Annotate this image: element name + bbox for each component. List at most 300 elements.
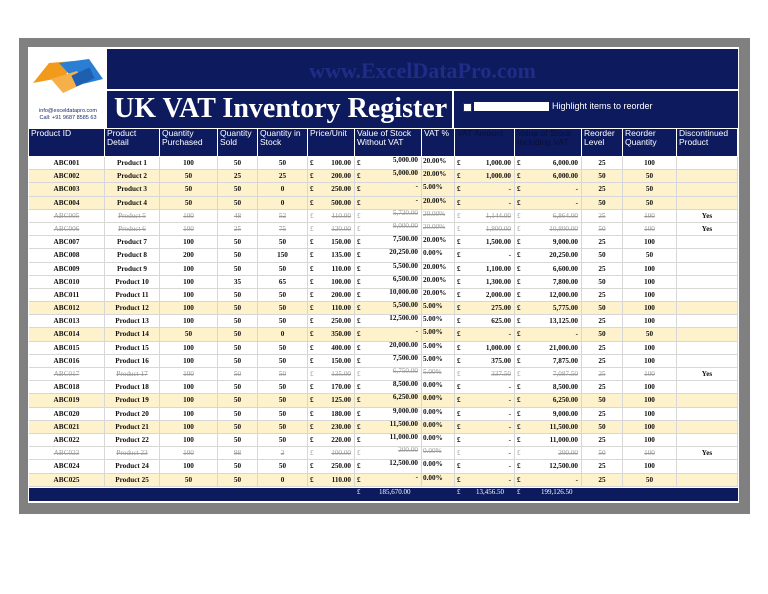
cell-discontinued[interactable] [677, 263, 738, 276]
cell-value-including-vat[interactable] [515, 408, 582, 421]
cell-quantity-in-stock[interactable]: 50 [258, 421, 308, 434]
cell-quantity-in-stock[interactable]: 50 [258, 289, 308, 302]
table-row[interactable] [29, 210, 738, 223]
cell-quantity-sold[interactable]: 35 [218, 276, 258, 289]
cell-reorder-level[interactable]: 25 [582, 408, 623, 421]
cell-quantity-in-stock[interactable]: 50 [258, 315, 308, 328]
cell-reorder-level[interactable]: 25 [582, 434, 623, 447]
cell-price-unit[interactable] [308, 368, 355, 381]
cell-vat-percent[interactable]: 20.00% [422, 197, 455, 210]
cell-reorder-quantity[interactable]: 100 [623, 263, 677, 276]
cell-value-including-vat[interactable] [515, 447, 582, 460]
cell-reorder-level[interactable]: 50 [582, 249, 623, 262]
cell-quantity-sold[interactable]: 50 [218, 434, 258, 447]
cell-quantity-sold[interactable]: 50 [218, 157, 258, 170]
table-row[interactable] [29, 157, 738, 170]
cell-quantity-sold[interactable]: 48 [218, 210, 258, 223]
cell-product-detail[interactable]: Product 11 [105, 289, 160, 302]
cell-product-detail[interactable]: Product 25 [105, 474, 160, 487]
cell-quantity-sold[interactable]: 50 [218, 236, 258, 249]
cell-product-detail[interactable]: Product 13 [105, 315, 160, 328]
cell-quantity-sold[interactable]: 50 [218, 249, 258, 262]
cell-value-without-vat[interactable] [355, 236, 422, 249]
cell-quantity-purchased[interactable]: 100 [160, 381, 218, 394]
cell-price-unit[interactable] [308, 328, 355, 341]
cell-product-detail[interactable]: Product 21 [105, 421, 160, 434]
cell-value-without-vat[interactable] [355, 276, 422, 289]
cell-quantity-sold[interactable]: 50 [218, 302, 258, 315]
cell-quantity-sold[interactable]: 50 [218, 474, 258, 487]
cell-value-without-vat[interactable] [355, 263, 422, 276]
cell-discontinued[interactable] [677, 289, 738, 302]
cell-quantity-in-stock[interactable]: 0 [258, 328, 308, 341]
cell-reorder-level[interactable]: 50 [582, 197, 623, 210]
cell-quantity-purchased[interactable]: 100 [160, 434, 218, 447]
cell-reorder-level[interactable]: 50 [582, 276, 623, 289]
cell-reorder-quantity[interactable]: 50 [623, 249, 677, 262]
cell-reorder-level[interactable]: 50 [582, 421, 623, 434]
cell-quantity-sold[interactable]: 50 [218, 183, 258, 196]
cell-product-id[interactable]: ABC016 [29, 355, 105, 368]
cell-reorder-quantity[interactable]: 100 [623, 408, 677, 421]
cell-quantity-purchased[interactable]: 100 [160, 289, 218, 302]
cell-reorder-quantity[interactable]: 50 [623, 328, 677, 341]
cell-vat-percent[interactable]: 20.00% [422, 223, 455, 236]
cell-product-id[interactable]: ABC007 [29, 236, 105, 249]
cell-discontinued[interactable] [677, 408, 738, 421]
cell-reorder-quantity[interactable]: 100 [623, 342, 677, 355]
cell-discontinued[interactable]: Yes [677, 223, 738, 236]
cell-product-detail[interactable]: Product 5 [105, 210, 160, 223]
table-row[interactable] [29, 474, 738, 487]
cell-discontinued[interactable] [677, 236, 738, 249]
cell-price-unit[interactable] [308, 157, 355, 170]
cell-quantity-purchased[interactable]: 200 [160, 249, 218, 262]
cell-product-id[interactable]: ABC017 [29, 368, 105, 381]
cell-reorder-quantity[interactable]: 50 [623, 197, 677, 210]
cell-value-without-vat[interactable] [355, 302, 422, 315]
cell-reorder-level[interactable]: 25 [582, 263, 623, 276]
cell-value-including-vat[interactable] [515, 289, 582, 302]
cell-value-without-vat[interactable] [355, 289, 422, 302]
cell-product-id[interactable]: ABC005 [29, 210, 105, 223]
cell-discontinued[interactable]: Yes [677, 210, 738, 223]
cell-product-detail[interactable]: Product 10 [105, 276, 160, 289]
cell-price-unit[interactable] [308, 342, 355, 355]
cell-reorder-level[interactable]: 25 [582, 342, 623, 355]
cell-quantity-in-stock[interactable]: 50 [258, 434, 308, 447]
cell-quantity-sold[interactable]: 50 [218, 263, 258, 276]
cell-value-including-vat[interactable] [515, 368, 582, 381]
cell-quantity-in-stock[interactable]: 50 [258, 302, 308, 315]
cell-quantity-purchased[interactable]: 100 [160, 460, 218, 473]
cell-product-detail[interactable]: Product 19 [105, 394, 160, 407]
cell-quantity-purchased[interactable]: 100 [160, 368, 218, 381]
cell-vat-percent[interactable]: 20.00% [422, 210, 455, 223]
cell-reorder-quantity[interactable]: 100 [623, 276, 677, 289]
cell-reorder-level[interactable]: 50 [582, 170, 623, 183]
cell-vat-percent[interactable]: 20.00% [422, 170, 455, 183]
cell-vat-percent[interactable]: 0.00% [422, 460, 455, 473]
cell-price-unit[interactable] [308, 355, 355, 368]
cell-reorder-level[interactable]: 50 [582, 302, 623, 315]
cell-quantity-in-stock[interactable]: 50 [258, 368, 308, 381]
cell-value-including-vat[interactable] [515, 236, 582, 249]
cell-reorder-level[interactable]: 50 [582, 447, 623, 460]
cell-reorder-quantity[interactable]: 100 [623, 236, 677, 249]
cell-quantity-in-stock[interactable]: 2 [258, 447, 308, 460]
cell-vat-percent[interactable]: 20.00% [422, 289, 455, 302]
cell-quantity-purchased[interactable]: 50 [160, 170, 218, 183]
cell-value-including-vat[interactable] [515, 342, 582, 355]
cell-quantity-in-stock[interactable]: 0 [258, 474, 308, 487]
cell-vat-percent[interactable]: 5.00% [422, 355, 455, 368]
cell-vat-percent[interactable]: 0.00% [422, 421, 455, 434]
cell-vat-amount[interactable] [455, 315, 515, 328]
cell-quantity-purchased[interactable]: 100 [160, 302, 218, 315]
cell-product-detail[interactable]: Product 6 [105, 223, 160, 236]
cell-reorder-quantity[interactable]: 50 [623, 183, 677, 196]
table-row[interactable] [29, 223, 738, 236]
cell-reorder-quantity[interactable]: 100 [623, 394, 677, 407]
cell-vat-percent[interactable]: 0.00% [422, 447, 455, 460]
cell-reorder-quantity[interactable]: 100 [623, 421, 677, 434]
cell-price-unit[interactable] [308, 197, 355, 210]
cell-product-id[interactable]: ABC009 [29, 263, 105, 276]
cell-product-detail[interactable]: Product 1 [105, 157, 160, 170]
table-row[interactable] [29, 302, 738, 315]
cell-value-without-vat[interactable] [355, 421, 422, 434]
cell-price-unit[interactable] [308, 236, 355, 249]
cell-quantity-in-stock[interactable]: 50 [258, 355, 308, 368]
cell-value-including-vat[interactable] [515, 434, 582, 447]
table-row[interactable] [29, 460, 738, 473]
cell-discontinued[interactable] [677, 302, 738, 315]
cell-quantity-sold[interactable]: 25 [218, 170, 258, 183]
table-row[interactable] [29, 289, 738, 302]
cell-value-including-vat[interactable] [515, 302, 582, 315]
cell-quantity-purchased[interactable]: 100 [160, 157, 218, 170]
cell-price-unit[interactable] [308, 474, 355, 487]
table-row[interactable] [29, 342, 738, 355]
cell-discontinued[interactable] [677, 197, 738, 210]
cell-quantity-sold[interactable]: 50 [218, 342, 258, 355]
cell-product-detail[interactable]: Product 15 [105, 342, 160, 355]
cell-discontinued[interactable] [677, 328, 738, 341]
cell-product-id[interactable]: ABC004 [29, 197, 105, 210]
cell-product-detail[interactable]: Product 18 [105, 381, 160, 394]
cell-reorder-quantity[interactable]: 100 [623, 355, 677, 368]
cell-vat-amount[interactable] [455, 289, 515, 302]
cell-discontinued[interactable] [677, 315, 738, 328]
cell-vat-amount[interactable] [455, 170, 515, 183]
cell-value-including-vat[interactable] [515, 421, 582, 434]
cell-vat-amount[interactable] [455, 302, 515, 315]
cell-discontinued[interactable] [677, 460, 738, 473]
cell-reorder-quantity[interactable]: 50 [623, 474, 677, 487]
cell-quantity-in-stock[interactable]: 150 [258, 249, 308, 262]
cell-value-including-vat[interactable] [515, 315, 582, 328]
cell-quantity-sold[interactable]: 25 [218, 223, 258, 236]
cell-reorder-quantity[interactable]: 100 [623, 210, 677, 223]
cell-vat-percent[interactable]: 0.00% [422, 394, 455, 407]
cell-value-including-vat[interactable] [515, 394, 582, 407]
cell-vat-percent[interactable]: 0.00% [422, 474, 455, 487]
cell-reorder-quantity[interactable]: 100 [623, 315, 677, 328]
cell-quantity-sold[interactable]: 50 [218, 421, 258, 434]
cell-quantity-sold[interactable]: 50 [218, 394, 258, 407]
cell-product-detail[interactable]: Product 23 [105, 447, 160, 460]
cell-vat-amount[interactable] [455, 223, 515, 236]
cell-vat-amount[interactable] [455, 183, 515, 196]
cell-price-unit[interactable] [308, 183, 355, 196]
cell-discontinued[interactable] [677, 342, 738, 355]
cell-quantity-purchased[interactable]: 100 [160, 421, 218, 434]
cell-value-including-vat[interactable] [515, 223, 582, 236]
cell-product-id[interactable]: ABC020 [29, 408, 105, 421]
table-row[interactable] [29, 183, 738, 196]
cell-value-including-vat[interactable] [515, 197, 582, 210]
cell-vat-amount[interactable] [455, 276, 515, 289]
cell-product-id[interactable]: ABC015 [29, 342, 105, 355]
cell-vat-percent[interactable]: 5.00% [422, 183, 455, 196]
cell-quantity-sold[interactable]: 50 [218, 381, 258, 394]
cell-discontinued[interactable] [677, 355, 738, 368]
table-row[interactable] [29, 249, 738, 262]
cell-reorder-quantity[interactable]: 100 [623, 223, 677, 236]
cell-reorder-level[interactable]: 25 [582, 183, 623, 196]
cell-reorder-quantity[interactable]: 100 [623, 302, 677, 315]
cell-quantity-in-stock[interactable]: 50 [258, 236, 308, 249]
cell-vat-amount[interactable] [455, 236, 515, 249]
cell-vat-percent[interactable]: 20.00% [422, 157, 455, 170]
table-row[interactable] [29, 381, 738, 394]
cell-value-without-vat[interactable] [355, 342, 422, 355]
website-link[interactable]: www.ExcelDataPro.com [309, 58, 536, 83]
cell-value-without-vat[interactable] [355, 223, 422, 236]
table-row[interactable] [29, 434, 738, 447]
cell-vat-amount[interactable] [455, 394, 515, 407]
cell-discontinued[interactable] [677, 421, 738, 434]
cell-vat-percent[interactable]: 5.00% [422, 315, 455, 328]
table-row[interactable] [29, 263, 738, 276]
cell-vat-amount[interactable] [455, 434, 515, 447]
cell-vat-amount[interactable] [455, 447, 515, 460]
cell-discontinued[interactable] [677, 381, 738, 394]
cell-product-id[interactable]: ABC023 [29, 447, 105, 460]
cell-value-including-vat[interactable] [515, 210, 582, 223]
table-row[interactable] [29, 328, 738, 341]
cell-quantity-sold[interactable]: 50 [218, 460, 258, 473]
table-row[interactable] [29, 197, 738, 210]
cell-vat-amount[interactable] [455, 408, 515, 421]
cell-vat-percent[interactable]: 0.00% [422, 408, 455, 421]
cell-price-unit[interactable] [308, 223, 355, 236]
cell-value-without-vat[interactable] [355, 368, 422, 381]
cell-reorder-quantity[interactable]: 100 [623, 368, 677, 381]
cell-product-id[interactable]: ABC010 [29, 276, 105, 289]
cell-quantity-in-stock[interactable]: 50 [258, 342, 308, 355]
cell-vat-amount[interactable] [455, 210, 515, 223]
cell-value-including-vat[interactable] [515, 157, 582, 170]
cell-vat-percent[interactable]: 0.00% [422, 381, 455, 394]
cell-quantity-in-stock[interactable]: 25 [258, 170, 308, 183]
cell-quantity-in-stock[interactable]: 0 [258, 183, 308, 196]
cell-quantity-in-stock[interactable]: 0 [258, 197, 308, 210]
cell-quantity-purchased[interactable]: 50 [160, 474, 218, 487]
cell-vat-amount[interactable] [455, 328, 515, 341]
cell-product-detail[interactable]: Product 9 [105, 263, 160, 276]
cell-price-unit[interactable] [308, 434, 355, 447]
cell-product-id[interactable]: ABC024 [29, 460, 105, 473]
cell-product-id[interactable]: ABC012 [29, 302, 105, 315]
table-row[interactable] [29, 355, 738, 368]
cell-reorder-quantity[interactable]: 100 [623, 434, 677, 447]
cell-discontinued[interactable] [677, 474, 738, 487]
cell-reorder-level[interactable]: 25 [582, 355, 623, 368]
cell-vat-percent[interactable]: 5.00% [422, 342, 455, 355]
cell-quantity-sold[interactable]: 98 [218, 447, 258, 460]
cell-value-including-vat[interactable] [515, 460, 582, 473]
cell-value-including-vat[interactable] [515, 276, 582, 289]
cell-product-id[interactable]: ABC013 [29, 315, 105, 328]
cell-quantity-in-stock[interactable]: 50 [258, 408, 308, 421]
cell-product-detail[interactable]: Product 17 [105, 368, 160, 381]
cell-quantity-purchased[interactable]: 100 [160, 342, 218, 355]
cell-vat-amount[interactable] [455, 421, 515, 434]
cell-reorder-quantity[interactable]: 100 [623, 157, 677, 170]
cell-product-id[interactable]: ABC003 [29, 183, 105, 196]
cell-quantity-sold[interactable]: 50 [218, 355, 258, 368]
cell-price-unit[interactable] [308, 381, 355, 394]
cell-quantity-sold[interactable]: 50 [218, 315, 258, 328]
cell-value-including-vat[interactable] [515, 170, 582, 183]
cell-price-unit[interactable] [308, 289, 355, 302]
cell-discontinued[interactable]: Yes [677, 447, 738, 460]
cell-quantity-purchased[interactable]: 100 [160, 276, 218, 289]
cell-product-detail[interactable]: Product 8 [105, 249, 160, 262]
cell-vat-amount[interactable] [455, 249, 515, 262]
cell-price-unit[interactable] [308, 302, 355, 315]
cell-quantity-purchased[interactable]: 50 [160, 197, 218, 210]
cell-quantity-purchased[interactable]: 50 [160, 328, 218, 341]
cell-reorder-level[interactable]: 25 [582, 236, 623, 249]
cell-product-id[interactable]: ABC001 [29, 157, 105, 170]
cell-value-including-vat[interactable] [515, 355, 582, 368]
cell-vat-amount[interactable] [455, 474, 515, 487]
cell-product-detail[interactable]: Product 4 [105, 197, 160, 210]
table-row[interactable] [29, 236, 738, 249]
cell-value-including-vat[interactable] [515, 263, 582, 276]
cell-quantity-purchased[interactable]: 100 [160, 210, 218, 223]
cell-vat-percent[interactable]: 0.00% [422, 434, 455, 447]
cell-quantity-in-stock[interactable]: 50 [258, 381, 308, 394]
cell-product-id[interactable]: ABC014 [29, 328, 105, 341]
cell-value-without-vat[interactable] [355, 408, 422, 421]
cell-reorder-level[interactable]: 50 [582, 394, 623, 407]
cell-quantity-in-stock[interactable]: 50 [258, 263, 308, 276]
cell-value-without-vat[interactable] [355, 183, 422, 196]
cell-quantity-purchased[interactable]: 100 [160, 223, 218, 236]
cell-price-unit[interactable] [308, 408, 355, 421]
cell-value-without-vat[interactable] [355, 157, 422, 170]
cell-quantity-purchased[interactable]: 100 [160, 408, 218, 421]
cell-discontinued[interactable] [677, 170, 738, 183]
cell-quantity-purchased[interactable]: 100 [160, 263, 218, 276]
cell-quantity-sold[interactable]: 50 [218, 289, 258, 302]
cell-value-without-vat[interactable] [355, 381, 422, 394]
cell-product-id[interactable]: ABC019 [29, 394, 105, 407]
cell-value-including-vat[interactable] [515, 474, 582, 487]
cell-price-unit[interactable] [308, 394, 355, 407]
cell-reorder-level[interactable]: 50 [582, 223, 623, 236]
cell-price-unit[interactable] [308, 263, 355, 276]
cell-quantity-purchased[interactable]: 50 [160, 183, 218, 196]
cell-product-id[interactable]: ABC025 [29, 474, 105, 487]
cell-quantity-sold[interactable]: 50 [218, 197, 258, 210]
cell-vat-amount[interactable] [455, 157, 515, 170]
cell-value-without-vat[interactable] [355, 394, 422, 407]
cell-value-including-vat[interactable] [515, 381, 582, 394]
cell-discontinued[interactable] [677, 249, 738, 262]
cell-value-including-vat[interactable] [515, 328, 582, 341]
cell-product-detail[interactable]: Product 2 [105, 170, 160, 183]
cell-value-without-vat[interactable] [355, 434, 422, 447]
cell-price-unit[interactable] [308, 421, 355, 434]
cell-quantity-purchased[interactable]: 100 [160, 447, 218, 460]
table-row[interactable] [29, 394, 738, 407]
cell-reorder-quantity[interactable]: 100 [623, 447, 677, 460]
cell-value-without-vat[interactable] [355, 210, 422, 223]
cell-product-id[interactable]: ABC022 [29, 434, 105, 447]
table-row[interactable] [29, 276, 738, 289]
cell-vat-amount[interactable] [455, 197, 515, 210]
cell-vat-amount[interactable] [455, 355, 515, 368]
table-row[interactable] [29, 170, 738, 183]
cell-value-without-vat[interactable] [355, 328, 422, 341]
cell-product-id[interactable]: ABC018 [29, 381, 105, 394]
cell-quantity-purchased[interactable]: 100 [160, 394, 218, 407]
cell-quantity-in-stock[interactable]: 75 [258, 223, 308, 236]
cell-vat-percent[interactable]: 20.00% [422, 263, 455, 276]
cell-product-detail[interactable]: Product 3 [105, 183, 160, 196]
cell-price-unit[interactable] [308, 276, 355, 289]
cell-quantity-sold[interactable]: 50 [218, 408, 258, 421]
cell-price-unit[interactable] [308, 249, 355, 262]
cell-vat-amount[interactable] [455, 381, 515, 394]
cell-product-id[interactable]: ABC006 [29, 223, 105, 236]
cell-reorder-level[interactable]: 25 [582, 157, 623, 170]
cell-product-detail[interactable]: Product 22 [105, 434, 160, 447]
table-row[interactable] [29, 421, 738, 434]
cell-price-unit[interactable] [308, 460, 355, 473]
cell-reorder-level[interactable]: 25 [582, 210, 623, 223]
cell-product-detail[interactable]: Product 7 [105, 236, 160, 249]
cell-product-detail[interactable]: Product 16 [105, 355, 160, 368]
cell-value-without-vat[interactable] [355, 474, 422, 487]
cell-vat-percent[interactable]: 5.00% [422, 328, 455, 341]
cell-reorder-quantity[interactable]: 50 [623, 170, 677, 183]
cell-discontinued[interactable] [677, 183, 738, 196]
cell-quantity-in-stock[interactable]: 50 [258, 157, 308, 170]
cell-product-id[interactable]: ABC002 [29, 170, 105, 183]
cell-quantity-sold[interactable]: 50 [218, 328, 258, 341]
table-row[interactable] [29, 408, 738, 421]
cell-reorder-level[interactable]: 25 [582, 381, 623, 394]
cell-quantity-in-stock[interactable]: 50 [258, 394, 308, 407]
cell-quantity-in-stock[interactable]: 52 [258, 210, 308, 223]
cell-vat-amount[interactable] [455, 460, 515, 473]
